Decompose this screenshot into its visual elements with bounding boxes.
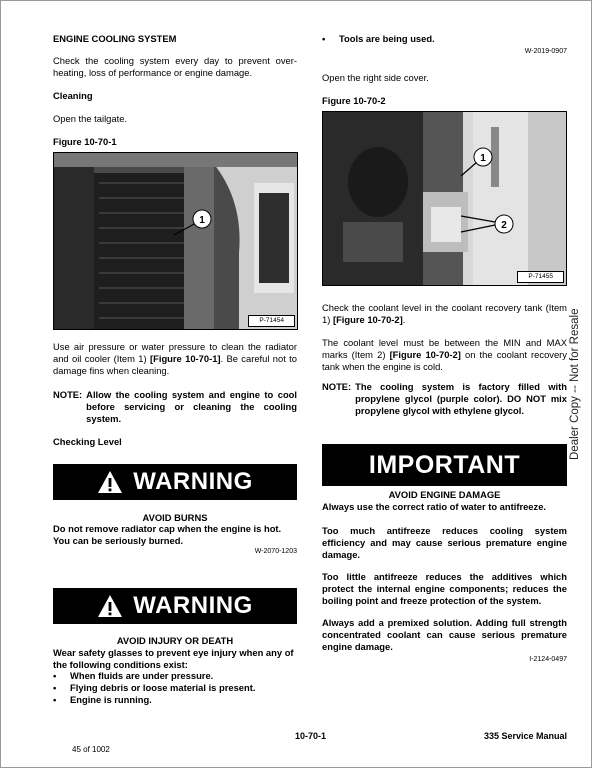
figure2-tag: P-71455 [517,271,564,283]
cleaning-instructions: Use air pressure or water pressure to clean the radiator and oil cooler (Item 1) [Figure 10-70-1]. Be careful not to damage fins when cleaning. [53,341,297,377]
warning-text: Do not remove radiator cap when the engine is hot. You can be seriously burned. [53,523,282,547]
page-count: 45 of 1002 [72,745,110,754]
warning-banner-injury [53,588,297,624]
figure1-photo [53,152,298,330]
page-number: 10-70-1 [295,731,327,741]
cooling-note [53,389,297,426]
cleaning-heading: Cleaning [53,90,93,101]
open-tailgate-text: Open the tailgate. [53,113,128,124]
important-paragraph: Too little antifreeze reduces the additives which protect the internal engine components; reduces the boiling point and freeze protection of the system. [322,571,567,607]
warning-subtitle: AVOID BURNS [142,512,208,523]
important-subtitle: AVOID ENGINE DAMAGE [388,489,501,500]
list-item: • Flying debris or loose material is present. [53,682,297,694]
note-label: NOTE: [53,389,83,400]
important-code: I-2124-0497 [529,656,567,663]
warning-triangle-icon [97,594,123,618]
warning-title: WARNING [133,468,253,496]
glycol-note [322,381,567,418]
figure1-caption: Figure 10-70-1 [53,136,117,147]
note-label: NOTE: [322,381,352,392]
list-item: • Tools are being used. [322,33,567,45]
list-item: • Engine is running. [53,694,297,706]
warning-triangle-icon [97,470,123,494]
warning-banner-burns [53,464,297,500]
important-line: Always use the correct ratio of water to antifreeze. [322,501,547,512]
checking-level-heading: Checking Level [53,436,122,447]
figure2-callout-2: 2 [501,220,507,231]
figure2-caption: Figure 10-70-2 [322,95,386,106]
note-text: The cooling system is factory filled with propylene glycol (purple color). DO NOT mix propylene glycol with ethylene glycol. [355,381,567,417]
figure1-tag: P-71454 [248,315,295,327]
coolant-tank-illustration [323,112,566,285]
figure2-callout-1: 1 [480,153,486,164]
section-heading: ENGINE COOLING SYSTEM [53,33,177,44]
open-cover-text: Open the right side cover. [322,72,429,83]
radiator-illustration [54,153,297,329]
intro-text: Check the cooling system every day to prevent over-heating, loss of performance or engine damage. [53,55,297,79]
important-paragraph: Too much antifreeze reduces cooling system efficiency and may cause serious premature engine damage. [322,525,567,561]
continued-bullet-list [322,33,567,45]
coolant-level-text: The coolant level must be between the MIN and MAX marks (Item 2) [Figure 10-70-2] on the coolant recovery tank when the engine is cold. [322,337,567,373]
dealer-copy-watermark: Dealer Copy -- Not for Resale [569,308,581,460]
important-paragraph: Always add a premixed solution. Adding full strength concentrated coolant can cause serious premature engine damage. [322,617,567,653]
note-text: Allow the cooling system and engine to cool before servicing or cleaning the cooling system. [86,389,297,425]
important-banner: IMPORTANT [322,444,567,486]
check-coolant-text: Check the coolant level in the coolant recovery tank (Item 1) [Figure 10-70-2]. [322,302,567,326]
warning-text: Wear safety glasses to prevent eye injury when any of the following conditions exist: [53,647,294,671]
warning-conditions-list [53,670,297,707]
warning-code: W-2019-0907 [524,48,567,55]
figure1-callout: 1 [199,215,205,226]
list-item: • When fluids are under pressure. [53,670,297,682]
warning-code: W-2070-1203 [254,548,297,555]
warning-subtitle: AVOID INJURY OR DEATH [116,635,234,646]
manual-title: 335 Service Manual [483,731,567,741]
figure2-photo [322,111,567,286]
warning-title: WARNING [133,592,253,620]
